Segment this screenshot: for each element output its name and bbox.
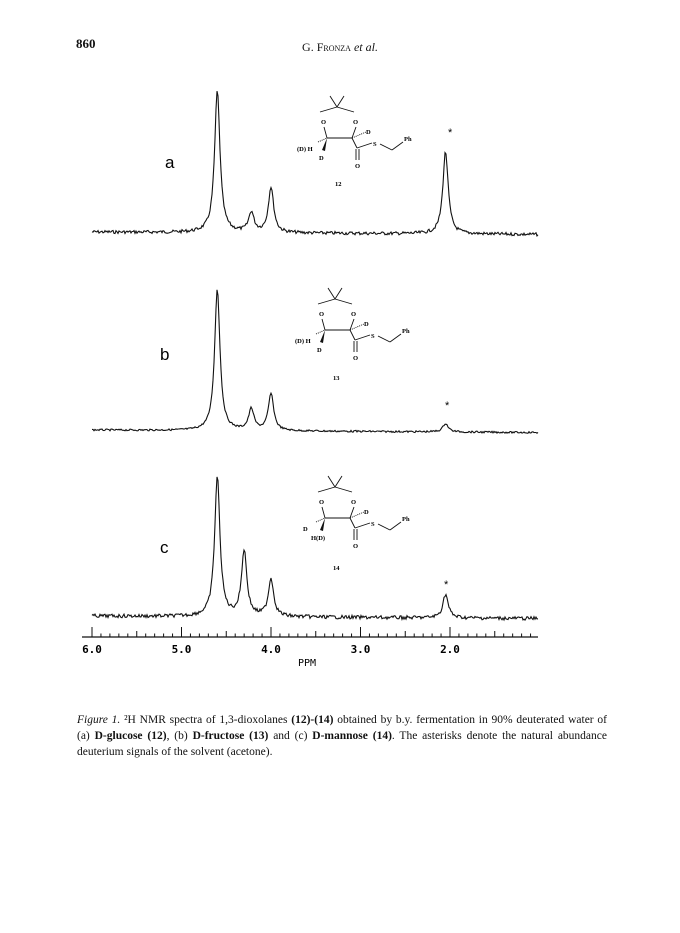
spectrum-trace-c [92, 477, 538, 620]
caption-compound-13: (13) [249, 730, 269, 742]
axis-title-ppm: PPM [297, 658, 317, 669]
figure-caption [77, 712, 607, 760]
tick-label-2: 2.0 [440, 643, 460, 656]
caption-glucose: D-glucose [94, 730, 143, 742]
carbonyl-oxygen: O [355, 163, 361, 170]
caption-text: , (b) [166, 730, 193, 742]
caption-fructose: D-fructose [192, 730, 245, 742]
caption-figure-label: Figure 1. [77, 714, 121, 726]
ring-oxygen-right: O [351, 311, 357, 318]
panel-a [92, 91, 538, 236]
panel-c [92, 476, 538, 620]
ring-oxygen-left: O [319, 311, 325, 318]
compound-number-12: 12 [335, 181, 342, 188]
caption-text: obtained by b.y. fermentation in 90% deuterated water of (a) [77, 714, 608, 742]
stereo-label-right: D [364, 509, 369, 516]
caption-compound-14: (14) [372, 730, 392, 742]
spectrum-trace-b [92, 290, 538, 433]
sulfur-label: S [373, 141, 377, 148]
stereo-label-bottom: D [317, 347, 322, 354]
molecule-structure-12 [297, 96, 412, 188]
phenyl-label: Ph [402, 328, 410, 335]
stereo-label-bottom: D [319, 155, 324, 162]
caption-compounds: (12)-(14) [291, 714, 334, 726]
page-number: 860 [76, 36, 96, 51]
solvent-asterisk-a: * [448, 127, 453, 139]
ppm-axis [82, 627, 538, 669]
stereo-label-left: D [303, 526, 308, 533]
caption-text: ²H NMR spectra of 1,3-dioxolanes [120, 714, 292, 726]
compound-number-14: 14 [333, 565, 340, 572]
caption-text: . The asterisks denote the natural abundance deuterium signals of the solvent (acetone). [77, 730, 607, 758]
carbonyl-oxygen: O [353, 543, 359, 550]
stereo-label-bottom: H(D) [311, 535, 326, 542]
tick-label-5: 5.0 [171, 643, 192, 656]
sulfur-label: S [371, 333, 375, 340]
tick-label-6: 6.0 [82, 643, 102, 656]
stereo-label-right: D [364, 321, 369, 328]
ring-oxygen-left: O [321, 119, 327, 126]
solvent-asterisk-c: * [444, 579, 449, 591]
running-head-author: G. Fronza [302, 40, 351, 54]
caption-text: and (c) [268, 730, 313, 742]
panel-letter-b: b [160, 345, 170, 364]
ring-oxygen-right: O [353, 119, 359, 126]
molecule-structure-14 [303, 476, 410, 572]
solvent-asterisk-b: * [445, 400, 450, 412]
panel-letter-a: a [165, 153, 175, 172]
caption-mannose: D-mannose [312, 730, 368, 742]
compound-number-13: 13 [333, 375, 340, 382]
molecule-structure-13 [295, 288, 410, 382]
caption-compound-12: (12) [147, 730, 167, 742]
running-head-etal: et al. [353, 40, 378, 54]
axis-ticks [92, 627, 531, 637]
phenyl-label: Ph [404, 136, 412, 143]
tick-label-3: 3.0 [350, 643, 371, 656]
ring-oxygen-right: O [351, 499, 357, 506]
stereo-label-left: (D) H [297, 146, 313, 153]
ring-oxygen-left: O [319, 499, 325, 506]
carbonyl-oxygen: O [353, 355, 359, 362]
panel-b [92, 288, 538, 433]
sulfur-label: S [371, 521, 375, 528]
panel-letter-c: c [160, 538, 169, 557]
stereo-label-left: (D) H [295, 338, 311, 345]
tick-label-4: 4.0 [261, 643, 281, 656]
spectrum-trace-a [92, 91, 538, 236]
phenyl-label: Ph [402, 516, 410, 523]
stereo-label-right: D [366, 129, 371, 136]
